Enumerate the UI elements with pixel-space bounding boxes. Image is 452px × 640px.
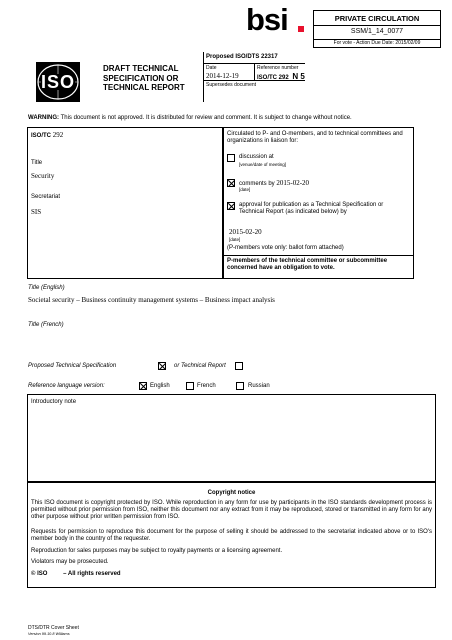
refnum-n: N 5: [292, 72, 305, 81]
title-french-label: Title (French): [28, 322, 64, 328]
tr-checkbox[interactable]: [235, 362, 243, 370]
date-value: 2014-12-19: [206, 72, 239, 80]
intro-note-box: [27, 394, 436, 482]
footer-sheet: DTS/DTR Cover Sheet: [28, 625, 79, 631]
secretariat-value: SIS: [31, 208, 42, 216]
discussion-checkbox[interactable]: [227, 154, 235, 162]
tc-label: ISO/TC: [31, 133, 52, 139]
copyright-p1: This ISO document is copyright protected by ISO. While reproduction in any form for use by participants in the ISO standards development process is permitted without prior permission from ISO, neither this document nor any extract from it may be reproduced, stored or transmitted in any form for any other purpose without prior written permission from ISO.: [31, 500, 432, 521]
ts-checkbox[interactable]: [158, 362, 166, 370]
discussion-label: discussion at: [239, 154, 274, 160]
bsi-logo: [246, 4, 306, 38]
french-label: French: [197, 383, 216, 389]
circulation-title: PRIVATE CIRCULATION: [334, 14, 420, 23]
title-value: Security: [31, 172, 55, 180]
bsi-dot: [298, 26, 304, 32]
vote-due-date: For vote - Action Due Date: 2015/02/09: [333, 40, 421, 46]
russian-label: Russian: [248, 383, 270, 389]
warning-text: This document is not approved. It is distributed for review and comment. It is subject to change without notice.: [60, 115, 352, 121]
comments-label: comments by: [239, 181, 275, 187]
approval-checkbox[interactable]: [227, 202, 235, 210]
tc-info-box: [27, 127, 223, 279]
doc-type-title: DRAFT TECHNICAL SPECIFICATION OR TECHNICAL REPORT: [103, 64, 185, 93]
copyright-p2: Requests for permission to reproduce this document for the purpose of selling it should be addressed to the secretariat indicated above or to ISO's member body in the country of the requester.: [31, 529, 432, 543]
circulation-box: [313, 10, 441, 48]
copyright-iso-line: [31, 571, 121, 578]
title-english-value: Societal security – Business continuity management systems – Business impact analysis: [28, 296, 275, 304]
circulation-ref: SSM/1_14_0077: [350, 28, 404, 35]
supersedes-label: Supersedes document: [206, 82, 257, 88]
circulated-text: Circulated to P- and O-members, and to technical committees and organizations in liaison for:: [227, 131, 403, 145]
copyright-rights: – All rights reserved: [63, 571, 121, 577]
russian-checkbox[interactable]: [236, 382, 244, 390]
bsi-logo-text: bsi: [246, 2, 288, 37]
french-checkbox[interactable]: [186, 382, 194, 390]
tc-value: 292: [52, 131, 64, 139]
approval-text: approval for publication as a Technical Specification or Technical Report (as indicated below) by: [239, 202, 384, 216]
english-checkbox[interactable]: [139, 382, 147, 390]
footer-version: Version 99.10.8 Williams: [28, 632, 70, 636]
refnum-label: Reference number: [257, 65, 299, 71]
tr-label: or Technical Report: [174, 363, 226, 369]
language-label: Reference language version:: [28, 383, 105, 389]
copyright-p4: Violators may be prosecuted.: [31, 559, 109, 565]
copyright-iso-mark: © ISO: [31, 571, 48, 577]
iso-logo-text: ISO: [40, 72, 75, 92]
comments-hint: [date]: [239, 187, 251, 192]
proposal-title: Proposed ISO/DTS 22317: [206, 54, 278, 60]
warning-line: [28, 115, 438, 122]
approval-date: 2015-02-20: [229, 228, 262, 236]
refnum-tc: ISO/TC 292: [257, 75, 289, 81]
obligation-text: P-members of the technical committee or subcommittee concerned have an obligation to vote.: [227, 258, 388, 272]
approval-hint: [date]: [229, 237, 241, 242]
pmembers-note: (P-members vote only: ballot form attached): [227, 245, 344, 251]
date-label: Date: [206, 65, 217, 71]
discussion-hint: [venue/date of meeting]: [239, 162, 287, 167]
title-label: Title: [31, 160, 43, 166]
warning-label: WARNING:: [28, 115, 59, 121]
comments-date: 2015-02-20: [276, 179, 310, 187]
copyright-p3: Reproduction for sales purposes may be subject to royalty payments or a licensing agreement.: [31, 548, 283, 554]
secretariat-label: Secretariat: [31, 194, 61, 200]
copyright-heading: Copyright notice: [207, 490, 256, 496]
comments-checkbox[interactable]: [227, 179, 235, 187]
english-label: English: [150, 383, 170, 389]
proposal-box: [203, 52, 305, 102]
intro-note-label: Introductory note: [31, 399, 77, 405]
iso-logo: [36, 62, 80, 102]
circulation-options-box: [223, 127, 414, 279]
title-english-label: Title (English): [28, 285, 65, 291]
copyright-box: [27, 482, 436, 588]
proposed-ts-label: Proposed Technical Specification: [28, 363, 117, 369]
tc-line: [31, 131, 63, 140]
